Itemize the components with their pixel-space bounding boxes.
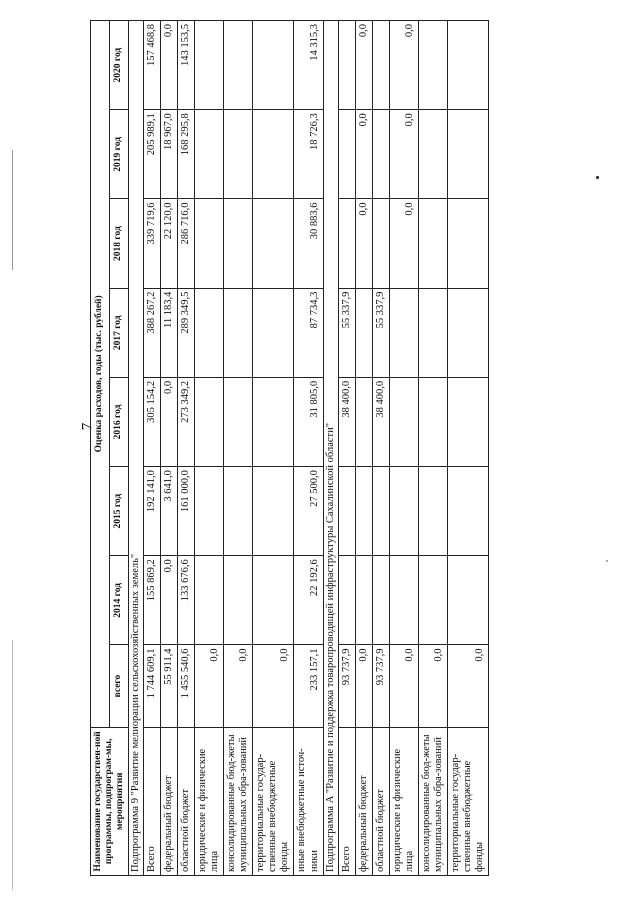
value-cell: 11 183,4 [160, 288, 177, 377]
value-cell [418, 556, 447, 645]
value-cell [372, 467, 389, 556]
value-cell [224, 556, 253, 645]
table-row [355, 21, 372, 876]
value-cell [448, 21, 489, 110]
header-year-column: всего [109, 645, 128, 727]
value-cell [338, 467, 355, 556]
value-cell [389, 467, 418, 556]
table-row [418, 21, 447, 876]
value-cell: 0,0 [389, 110, 418, 199]
table-row [294, 21, 323, 876]
value-cell: 0,0 [224, 645, 253, 727]
value-cell [418, 199, 447, 288]
value-cell [195, 199, 224, 288]
value-cell [389, 377, 418, 466]
value-cell: 0,0 [448, 645, 489, 727]
value-cell: 233 157,1 [294, 645, 323, 727]
value-cell: 31 805,0 [294, 377, 323, 466]
value-cell: 55 337,9 [372, 288, 389, 377]
value-cell: 93 737,9 [338, 645, 355, 727]
row-label: Всего [143, 727, 160, 875]
value-cell: 0,0 [355, 110, 372, 199]
row-label: областной бюджет [177, 727, 194, 875]
value-cell: 3 641,0 [160, 467, 177, 556]
row-label: консолидированные бюд-жеты муниципальных обра-зований [224, 727, 253, 875]
value-cell [224, 288, 253, 377]
value-cell [418, 377, 447, 466]
value-cell: 22 120,0 [160, 199, 177, 288]
value-cell: 0,0 [160, 556, 177, 645]
value-cell [195, 21, 224, 110]
row-label: областной бюджет [372, 727, 389, 875]
value-cell: 93 737,9 [372, 645, 389, 727]
value-cell: 1 744 609,1 [143, 645, 160, 727]
value-cell: 0,0 [389, 645, 418, 727]
table-row [143, 21, 160, 876]
value-cell [448, 288, 489, 377]
row-label: иные внебюджетные источ-ники [294, 727, 323, 875]
table-row [389, 21, 418, 876]
value-cell [448, 467, 489, 556]
header-year-column: 2017 год [109, 288, 128, 377]
value-cell: 0,0 [160, 21, 177, 110]
header-year-column: 2020 год [109, 21, 128, 110]
value-cell [355, 556, 372, 645]
value-cell: 1 455 540,6 [177, 645, 194, 727]
value-cell [372, 110, 389, 199]
value-cell: 55 337,9 [338, 288, 355, 377]
value-cell [448, 556, 489, 645]
value-cell [448, 199, 489, 288]
value-cell: 133 676,6 [177, 556, 194, 645]
value-cell [224, 377, 253, 466]
value-cell [372, 556, 389, 645]
value-cell [338, 110, 355, 199]
table-row [253, 21, 294, 876]
value-cell: 0,0 [355, 199, 372, 288]
value-cell [418, 21, 447, 110]
row-label: юридические и физические лица [389, 727, 418, 875]
row-label: Всего [338, 727, 355, 875]
value-cell [253, 199, 294, 288]
row-label: юридические и физические лица [195, 727, 224, 875]
table-row [372, 21, 389, 876]
header-year-column: 2016 год [109, 377, 128, 466]
value-cell: 30 883,6 [294, 199, 323, 288]
value-cell [389, 288, 418, 377]
table-row [224, 21, 253, 876]
value-cell: 18 726,3 [294, 110, 323, 199]
value-cell [224, 199, 253, 288]
subprogram-title: Подпрограмма А "Развитие и поддержка товаропроводящей инфраструктуры Сахалинской области" [323, 21, 338, 876]
value-cell [195, 110, 224, 199]
value-cell [338, 199, 355, 288]
value-cell [224, 21, 253, 110]
value-cell [253, 377, 294, 466]
value-cell [195, 377, 224, 466]
value-cell: 155 869,2 [143, 556, 160, 645]
value-cell: 0,0 [355, 21, 372, 110]
value-cell: 27 500,0 [294, 467, 323, 556]
scan-margin-line [12, 150, 13, 270]
value-cell [418, 467, 447, 556]
value-cell [355, 377, 372, 466]
value-cell [448, 110, 489, 199]
value-cell [448, 377, 489, 466]
value-cell: 0,0 [389, 21, 418, 110]
subprogram-title-row [128, 21, 143, 876]
header-estimate-title: Оценка расходов, годы (тыс. рублей) [91, 21, 110, 728]
value-cell: 22 192,6 [294, 556, 323, 645]
value-cell [195, 556, 224, 645]
value-cell: 339 719,6 [143, 199, 160, 288]
value-cell: 38 400,0 [372, 377, 389, 466]
value-cell: 388 267,2 [143, 288, 160, 377]
value-cell: 55 911,4 [160, 645, 177, 727]
value-cell: 0,0 [418, 645, 447, 727]
header-year-column: 2019 год [109, 110, 128, 199]
value-cell: 192 141,0 [143, 467, 160, 556]
row-label: консолидированные бюд-жеты муниципальных обра-зований [418, 727, 447, 875]
value-cell [195, 288, 224, 377]
table-row [177, 21, 194, 876]
value-cell [418, 110, 447, 199]
scan-speck [596, 176, 599, 179]
value-cell: 168 295,8 [177, 110, 194, 199]
header-year-column: 2014 год [109, 556, 128, 645]
value-cell: 157 468,8 [143, 21, 160, 110]
subprogram-title-row [323, 21, 338, 876]
value-cell: 305 154,2 [143, 377, 160, 466]
header-name-column: Наименование государствен-ной программы, подпрограм-мы, мероприятия [91, 727, 129, 875]
value-cell [355, 288, 372, 377]
value-cell: 161 000,0 [177, 467, 194, 556]
scan-speck [606, 560, 608, 562]
scan-margin-line [12, 640, 13, 890]
header-year-column: 2015 год [109, 467, 128, 556]
value-cell: 18 967,0 [160, 110, 177, 199]
value-cell [253, 21, 294, 110]
expenditure-table-rotated [90, 20, 489, 876]
row-label: территориальные государ-ственные внебюджетные фонды [448, 727, 489, 875]
value-cell: 286 716,0 [177, 199, 194, 288]
value-cell [224, 110, 253, 199]
expenditure-table [90, 20, 489, 876]
value-cell: 143 153,5 [177, 21, 194, 110]
value-cell [389, 556, 418, 645]
table-row [338, 21, 355, 876]
row-label: федеральный бюджет [355, 727, 372, 875]
value-cell: 289 349,5 [177, 288, 194, 377]
value-cell: 0,0 [355, 645, 372, 727]
value-cell: 87 734,3 [294, 288, 323, 377]
value-cell [253, 288, 294, 377]
value-cell [338, 21, 355, 110]
value-cell [253, 556, 294, 645]
value-cell [418, 288, 447, 377]
value-cell: 38 400,0 [338, 377, 355, 466]
header-year-column: 2018 год [109, 199, 128, 288]
value-cell: 0,0 [195, 645, 224, 727]
value-cell [372, 21, 389, 110]
value-cell [355, 467, 372, 556]
value-cell [338, 556, 355, 645]
value-cell [253, 110, 294, 199]
subprogram-title: Подпрограмма 9 "Развитие мелиорации сельскохозяйственных земель" [128, 21, 143, 876]
value-cell: 0,0 [253, 645, 294, 727]
table-row [195, 21, 224, 876]
value-cell [195, 467, 224, 556]
value-cell [372, 199, 389, 288]
value-cell: 0,0 [160, 377, 177, 466]
value-cell [224, 467, 253, 556]
value-cell: 14 315,3 [294, 21, 323, 110]
page-number: 7 [79, 422, 96, 431]
row-label: территориальные государ-ственные внебюджетные фонды [253, 727, 294, 875]
value-cell [253, 467, 294, 556]
value-cell: 205 989,1 [143, 110, 160, 199]
row-label: федеральный бюджет [160, 727, 177, 875]
table-row [160, 21, 177, 876]
table-row [448, 21, 489, 876]
value-cell: 273 349,2 [177, 377, 194, 466]
value-cell: 0,0 [389, 199, 418, 288]
